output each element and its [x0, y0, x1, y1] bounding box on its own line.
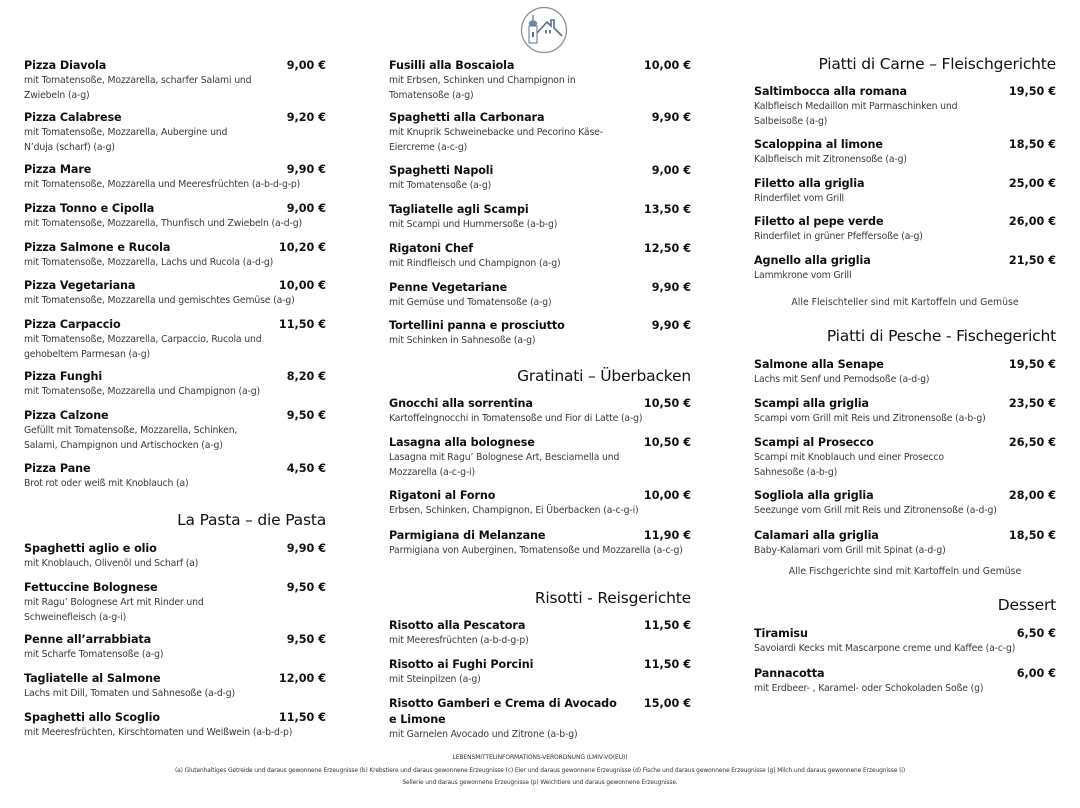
item-description: mit Schinken in Sahnesoße (a-g)	[389, 335, 536, 346]
item-name: Scampi alla griglia	[754, 397, 869, 410]
item-name: Calamari alla griglia	[754, 529, 879, 542]
item-description: mit Scharfe Tomatensoße (a-g)	[24, 649, 164, 660]
menu-item	[389, 435, 691, 480]
item-name: Pizza Salmone e Rucola	[24, 241, 171, 254]
item-description: Gefüllt mit Tomatensoße, Mozzarella, Schinken, Salami, Champignon und Artischocken (a-g)	[24, 425, 238, 451]
menu-item	[389, 241, 691, 272]
menu-item	[389, 318, 691, 349]
item-name: Fettuccine Bolognese	[24, 581, 158, 594]
menu-item	[389, 202, 691, 233]
item-description: Baby-Kalamari vom Grill mit Spinat (a-d-g)	[754, 545, 946, 556]
item-name: Pannacotta	[754, 667, 825, 680]
menu-item	[24, 671, 326, 702]
item-price: 13,50 €	[643, 203, 691, 216]
menu-item	[754, 253, 1056, 284]
item-name: Pizza Calabrese	[24, 111, 122, 124]
item-name: Pizza Funghi	[24, 370, 103, 383]
item-name: Saltimbocca alla romana	[754, 85, 907, 98]
item-description: Lachs mit Dill, Tomaten und Sahnesoße (a-d-g)	[24, 688, 236, 699]
item-name: Fusilli alla Boscaiola	[389, 59, 515, 72]
menu-item	[389, 618, 691, 649]
item-price: 9,50 €	[286, 633, 326, 646]
pesce-note: Alle Fischgerichte sind mit Kartoffeln und Gemüse	[788, 566, 1022, 577]
item-price: 19,50 €	[1008, 358, 1056, 371]
menu-item	[754, 626, 1056, 657]
item-name: Risotto Gamberi e Crema di Avocado e Limone	[389, 697, 617, 726]
item-name: Gnocchi alla sorrentina	[389, 397, 533, 410]
item-price: 6,00 €	[1016, 667, 1056, 680]
item-price: 9,90 €	[286, 163, 326, 176]
menu-item	[24, 201, 326, 232]
item-description: Kalbfleisch mit Zitronensoße (a-g)	[754, 154, 907, 165]
item-price: 9,00 €	[286, 59, 326, 72]
item-description: Brot rot oder weiß mit Knoblauch (a)	[24, 478, 189, 489]
item-description: mit Ragu’ Bolognese Art mit Rinder und Schweinefleisch (a-g-i)	[24, 597, 204, 623]
item-price: 18,50 €	[1008, 529, 1056, 542]
item-name: Pizza Vegetariana	[24, 279, 136, 292]
menu-item	[754, 435, 1056, 480]
item-price: 9,50 €	[286, 581, 326, 594]
item-description: Kartoffelngnocchi in Tomatensoße und Fior di Latte (a-g)	[389, 413, 643, 424]
menu-item	[754, 666, 1056, 697]
item-description: mit Tomatensoße, Mozzarella, Carpaccio, Rucola und gehobeltem Parmesan (a-g)	[24, 334, 262, 360]
item-description: mit Erdbeer- , Karamel- oder Schokoladen Soße (g)	[754, 683, 984, 694]
item-name: Tortellini panna e prosciutto	[389, 319, 565, 332]
item-price: 11,50 €	[278, 318, 326, 331]
item-description: Seezunge vom Grill mit Reis und Zitronensoße (a-d-g)	[754, 505, 997, 516]
menu-item	[754, 176, 1056, 207]
item-price: 9,00 €	[286, 202, 326, 215]
menu-item	[24, 632, 326, 663]
menu-item	[24, 278, 326, 309]
menu-item	[754, 137, 1056, 168]
item-description: mit Gemüse und Tomatensoße (a-g)	[389, 297, 552, 308]
item-price: 15,00 €	[643, 697, 691, 710]
item-name: Pizza Mare	[24, 163, 92, 176]
item-name: Penne all’arrabbiata	[24, 633, 152, 646]
menu-item	[24, 317, 326, 362]
item-name: Scampi al Prosecco	[754, 436, 874, 449]
item-name: Pizza Tonno e Cipolla	[24, 202, 155, 215]
item-description: Lammkrone vom Grill	[754, 270, 852, 281]
item-description: Erbsen, Schinken, Champignon, Ei Überbacken (a-c-g-i)	[389, 505, 639, 516]
item-price: 10,00 €	[643, 489, 691, 502]
item-name: Penne Vegetariane	[389, 281, 508, 294]
menu-item	[754, 214, 1056, 245]
item-price: 10,20 €	[278, 241, 326, 254]
menu-item	[24, 580, 326, 625]
item-name: Spaghetti Napoli	[389, 164, 494, 177]
item-name: Filetto al pepe verde	[754, 215, 884, 228]
menu-item	[754, 84, 1056, 129]
carne-note: Alle Fleischteller sind mit Kartoffeln und Gemüse	[791, 297, 1019, 308]
item-price: 9,20 €	[286, 111, 326, 124]
allergen-line-1: (a) Glutenhaltiges Getreide und daraus gewonnene Erzeugnisse (b) Krebstiere und daraus gewonnene Erzeugnisse (c) Eier und daraus gewonnene Erzeugnisse (d) Fische und daraus gewonnene Erzeugnisse (g) Milch und daraus gewonnene Erzeugnisse (i)	[174, 767, 906, 774]
item-name: Pizza Pane	[24, 462, 91, 475]
item-price: 25,00 €	[1008, 177, 1056, 190]
section-title-pesce: Piatti di Pesche - Fischegericht	[826, 327, 1056, 345]
menu-item	[754, 396, 1056, 427]
menu-item	[24, 541, 326, 572]
item-name: Filetto alla griglia	[754, 177, 865, 190]
item-description: Scampi vom Grill mit Reis und Zitronensoße (a-b-g)	[754, 413, 986, 424]
item-description: mit Meeresfrüchten (a-b-d-g-p)	[389, 635, 529, 646]
item-price: 12,50 €	[643, 242, 691, 255]
item-name: Pizza Calzone	[24, 409, 109, 422]
item-description: Rinderfilet vom Grill	[754, 193, 844, 204]
item-price: 10,00 €	[278, 279, 326, 292]
restaurant-logo-icon	[520, 6, 568, 54]
item-description: mit Steinpilzen (a-g)	[389, 674, 481, 685]
menu-item	[389, 163, 691, 194]
item-price: 11,50 €	[643, 658, 691, 671]
item-name: Parmigiana di Melanzane	[389, 529, 546, 542]
menu-item	[389, 280, 691, 311]
item-description: Rinderfilet in grüner Pfeffersoße (a-g)	[754, 231, 923, 242]
item-name: Salmone alla Senape	[754, 358, 884, 371]
menu-item	[24, 58, 326, 103]
item-price: 18,50 €	[1008, 138, 1056, 151]
item-name: Spaghetti aglio e olio	[24, 542, 157, 555]
item-price: 9,00 €	[651, 164, 691, 177]
item-description: mit Tomatensoße, Mozzarella, Thunfisch und Zwiebeln (a-d-g)	[24, 218, 302, 229]
allergen-line-2: Sellerie und daraus gewonnene Erzeugnisse (p) Weichtiere und daraus gewonnene Erzeugnisse.	[402, 780, 678, 786]
menu-item	[754, 528, 1056, 559]
item-name: Scaloppina al limone	[754, 138, 883, 151]
item-price: 10,50 €	[643, 397, 691, 410]
item-price: 9,90 €	[651, 111, 691, 124]
menu-item	[24, 369, 326, 400]
item-price: 12,00 €	[278, 672, 326, 685]
menu-item	[389, 58, 691, 103]
item-price: 19,50 €	[1008, 85, 1056, 98]
item-price: 8,20 €	[286, 370, 326, 383]
item-name: Lasagna alla bolognese	[389, 436, 535, 449]
item-name: Tagliatelle al Salmone	[24, 672, 161, 685]
item-price: 10,00 €	[643, 59, 691, 72]
item-description: mit Tomatensoße, Mozzarella, Aubergine und N’duja (scharf) (a-g)	[24, 127, 228, 153]
item-name: Risotto alla Pescatora	[389, 619, 526, 632]
menu-item	[24, 110, 326, 155]
item-description: mit Tomatensoße, Mozzarella und gemischtes Gemüse (a-g)	[24, 295, 295, 306]
item-description: mit Rindfleisch und Champignon (a-g)	[389, 258, 561, 269]
menu-item	[389, 696, 691, 743]
item-price: 23,50 €	[1008, 397, 1056, 410]
item-description: mit Tomatensoße, Mozzarella, scharfer Salami und Zwiebeln (a-g)	[24, 75, 252, 101]
item-price: 10,50 €	[643, 436, 691, 449]
item-name: Rigatoni Chef	[389, 242, 474, 255]
item-name: Tagliatelle agli Scampi	[389, 203, 529, 216]
item-price: 26,00 €	[1008, 215, 1056, 228]
menu-item	[389, 488, 691, 519]
item-description: mit Tomatensoße, Mozzarella und Meeresfrüchten (a-b-d-g-p)	[24, 179, 301, 190]
item-description: mit Knuprik Schweinebacke und Pecorino Käse-Eiercreme (a-c-g)	[389, 127, 603, 153]
allergen-legend	[0, 752, 1080, 790]
item-price: 11,50 €	[643, 619, 691, 632]
item-price: 4,50 €	[286, 462, 326, 475]
item-description: Lachs mit Senf und Pernodsoße (a-d-g)	[754, 374, 930, 385]
menu-item	[389, 528, 691, 559]
item-description: Kalbfleisch Medaillon mit Parmaschinken und Salbeisoße (a-g)	[754, 101, 958, 127]
item-price: 11,50 €	[278, 711, 326, 724]
menu-item	[754, 357, 1056, 388]
item-description: Lasagna mit Ragu’ Bolognese Art, Besciamella und Mozzarella (a-c-g-i)	[389, 452, 620, 478]
item-price: 28,00 €	[1008, 489, 1056, 502]
section-title-dessert: Dessert	[997, 596, 1056, 614]
item-price: 9,90 €	[286, 542, 326, 555]
item-price: 21,50 €	[1008, 254, 1056, 267]
section-title-carne: Piatti di Carne – Fleischgerichte	[818, 55, 1056, 73]
menu-item	[24, 408, 326, 453]
item-description: mit Tomatensoße, Mozzarella, Lachs und Rucola (a-d-g)	[24, 257, 274, 268]
allergen-heading: LEBENSMITTELINFORMATIONS-VERORDNUNG (LMIV-VO(EU))	[452, 754, 628, 761]
item-name: Risotto ai Fughi Porcini	[389, 658, 534, 671]
menu-item	[389, 657, 691, 688]
menu-item	[24, 710, 326, 741]
item-description: mit Knoblauch, Olivenöl und Scharf (a)	[24, 558, 199, 569]
item-name: Spaghetti alla Carbonara	[389, 111, 545, 124]
menu-item	[24, 461, 326, 492]
menu-item	[389, 396, 691, 427]
item-description: mit Scampi und Hummersoße (a-b-g)	[389, 219, 558, 230]
item-name: Spaghetti allo Scoglio	[24, 711, 160, 724]
section-title-gratinati: Gratinati – Überbacken	[517, 367, 691, 385]
item-name: Agnello alla griglia	[754, 254, 871, 267]
menu-item	[24, 162, 326, 193]
item-name: Pizza Diavola	[24, 59, 107, 72]
item-description: mit Tomatensoße, Mozzarella und Champignon (a-g)	[24, 386, 260, 397]
item-description: Scampi mit Knoblauch und einer Prosecco Sahnesoße (a-b-g)	[754, 452, 944, 478]
item-description: Savoiardi Kecks mit Mascarpone creme und Kaffee (a-c-g)	[754, 643, 1016, 654]
item-price: 9,50 €	[286, 409, 326, 422]
item-price: 26,50 €	[1008, 436, 1056, 449]
item-description: Parmigiana von Auberginen, Tomatensoße und Mozzarella (a-c-g)	[389, 545, 683, 556]
item-name: Tiramisu	[754, 627, 808, 640]
menu-item	[754, 488, 1056, 519]
item-description: mit Tomatensoße (a-g)	[389, 180, 492, 191]
section-title-risotti: Risotti - Reisgerichte	[534, 589, 691, 607]
item-name: Rigatoni al Forno	[389, 489, 496, 502]
item-description: mit Meeresfrüchten, Kirschtomaten und Weißwein (a-b-d-p)	[24, 727, 293, 738]
item-name: Pizza Carpaccio	[24, 318, 121, 331]
item-price: 11,90 €	[643, 529, 691, 542]
item-price: 9,90 €	[651, 281, 691, 294]
item-description: mit Garnelen Avocado und Zitrone (a-b-g)	[389, 729, 578, 740]
item-price: 6,50 €	[1016, 627, 1056, 640]
menu-item	[389, 110, 691, 155]
item-name: Sogliola alla griglia	[754, 489, 874, 502]
item-description: mit Erbsen, Schinken und Champignon in Tomatensoße (a-g)	[389, 75, 576, 101]
menu-item	[24, 240, 326, 271]
item-price: 9,90 €	[651, 319, 691, 332]
section-title-pasta: La Pasta – die Pasta	[177, 511, 326, 529]
